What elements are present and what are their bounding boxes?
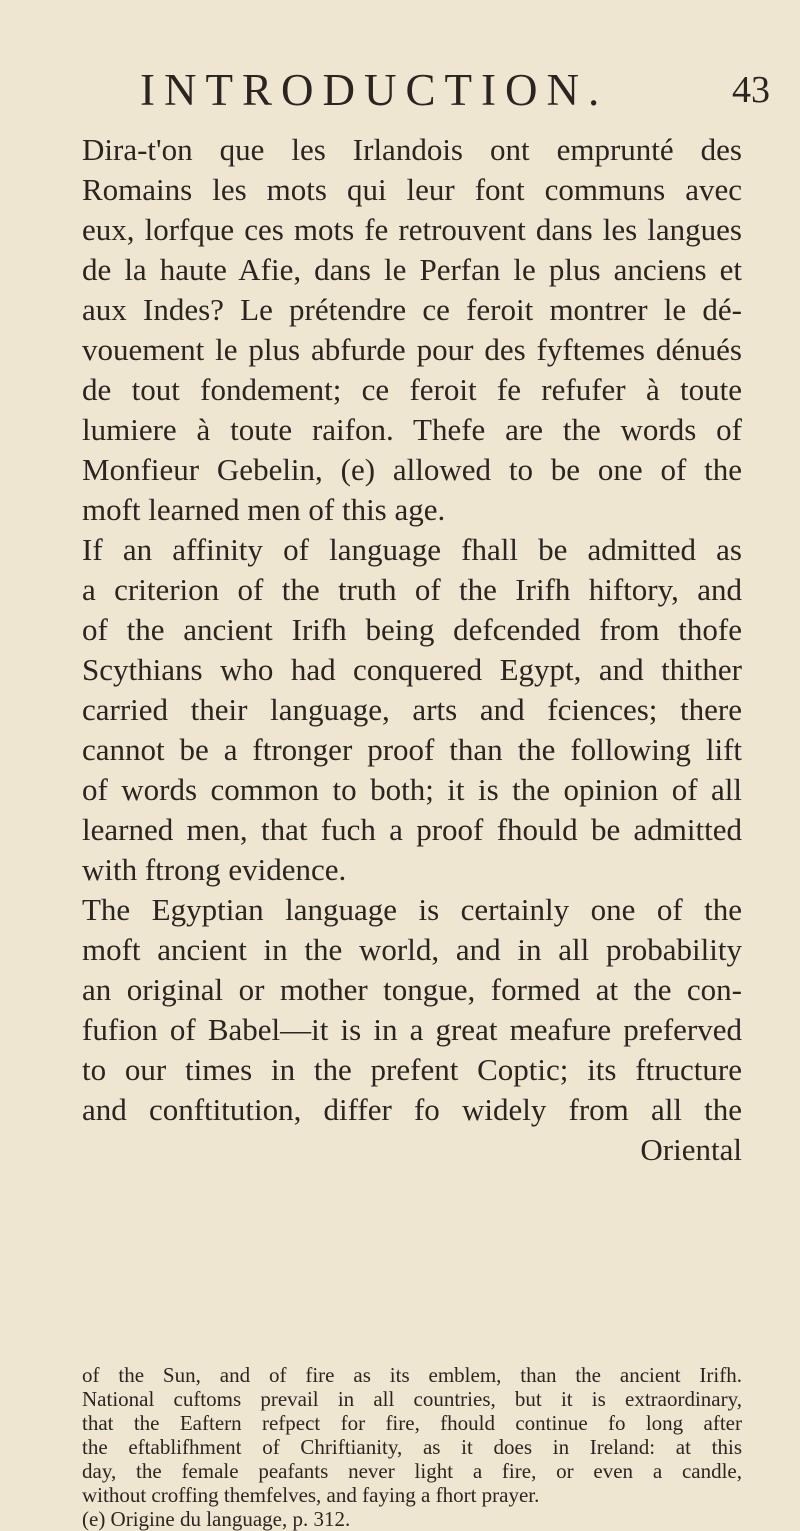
text-line: moft ancient in the world, and in all probability [82, 932, 742, 967]
text-line: The Egyptian language is certainly one of the [82, 892, 742, 927]
text-line: to our times in the prefent Coptic; its ftructure [82, 1052, 742, 1087]
text-line: a criterion of the truth of the Irifh hiftory, and [82, 572, 742, 607]
text-line: fufion of Babel—it is in a great meafure preferved [82, 1012, 742, 1047]
running-head-title: INTRODUCTION. [140, 65, 609, 115]
running-head [140, 58, 780, 118]
page-number: 43 [732, 69, 770, 111]
text-line: of the ancient Irifh being defcended from thofe [82, 612, 742, 647]
text-line: moft learned men of this age. [82, 492, 446, 527]
text-line: If an affinity of language fhall be admitted as [82, 532, 742, 567]
footnote-line: National cuftoms prevail in all countries, but it is extraordinary, [82, 1387, 742, 1411]
footnote-line: day, the female peafants never light a fire, or even a candle, [82, 1459, 742, 1483]
footnote-line: that the Eaftern refpect for fire, fhould continue fo long after [82, 1411, 742, 1435]
text-line: de tout fondement; ce feroit fe refufer à toute [82, 372, 742, 407]
text-line: vouement le plus abfurde pour des fyftemes dénués [82, 332, 742, 367]
text-line: cannot be a ftronger proof than the following lift [82, 732, 742, 767]
text-line: de la haute Afie, dans le Perfan le plus anciens et [82, 252, 742, 287]
footnote-line: of the Sun, and of fire as its emblem, than the ancient Irifh. [82, 1363, 742, 1387]
text-line: eux, lorfque ces mots fe retrouvent dans les langues [82, 212, 742, 247]
text-line: carried their language, arts and fciences; there [82, 692, 742, 727]
catchword: Oriental [640, 1132, 742, 1167]
text-line: aux Indes? Le prétendre ce feroit montrer le dé- [82, 292, 742, 327]
text-line: and conftitution, differ fo widely from all the [82, 1092, 742, 1127]
text-line: Monfieur Gebelin, (e) allowed to be one of the [82, 452, 742, 487]
text-line: Romains les mots qui leur font communs avec [82, 172, 742, 207]
footnote [82, 1363, 742, 1531]
text-line: lumiere à toute raifon. Thefe are the words of [82, 412, 742, 447]
text-line: with ftrong evidence. [82, 852, 347, 887]
text-line: an original or mother tongue, formed at the con- [82, 972, 742, 1007]
main-text [82, 130, 742, 1170]
footnote-line: the eftablifhment of Chriftianity, as it does in Ireland: at this [82, 1435, 742, 1459]
footnote-line: (e) Origine du language, p. 312. [82, 1507, 351, 1531]
footnote-line: without croffing themfelves, and faying a fhort prayer. [82, 1483, 540, 1507]
text-line: Dira-t'on que les Irlandois ont emprunté des [82, 132, 742, 167]
text-line: of words common to both; it is the opinion of all [82, 772, 742, 807]
text-line: Scythians who had conquered Egypt, and thither [82, 652, 742, 687]
text-line: learned men, that fuch a proof fhould be admitted [82, 812, 742, 847]
